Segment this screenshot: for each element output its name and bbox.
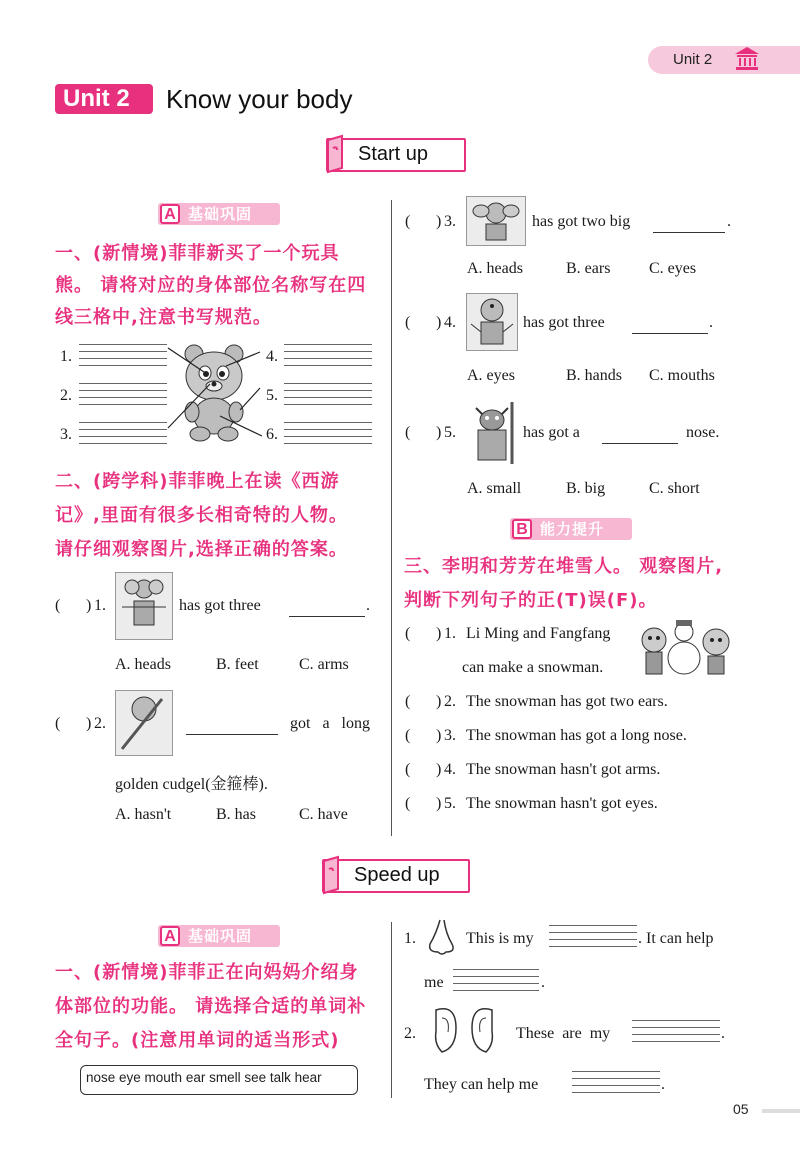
character-image-2 — [115, 690, 173, 756]
writing-lines-3[interactable] — [79, 422, 167, 448]
part2-instruction-line2: 记》,里面有很多长相奇特的人物。 — [55, 505, 348, 526]
speed-part1-line2: 体部位的功能。 请选择合适的单词补 — [55, 996, 367, 1017]
sq2-writing-lines-2[interactable] — [572, 1071, 660, 1097]
sq1-text2: me — [424, 974, 444, 991]
bear-label-6: 6. — [266, 426, 278, 443]
sq2-end2: . — [661, 1076, 665, 1093]
q4-paren-open[interactable]: ( — [405, 314, 411, 331]
bear-label-3: 3. — [60, 426, 72, 443]
q2-option-b: B. has — [216, 806, 256, 823]
p3-item4-number: 4. — [444, 761, 456, 778]
part3-instruction-line1: 三、李明和芳芳在堆雪人。 观察图片, — [404, 556, 724, 577]
start-up-heading: Start up — [358, 143, 429, 165]
start-up-heading-box — [326, 138, 466, 172]
q5-end: nose. — [686, 424, 720, 441]
q5-text: has got a — [523, 424, 580, 441]
writing-lines-5[interactable] — [284, 383, 372, 409]
p3-item4-paren-close: ) — [436, 761, 442, 778]
q4-option-b: B. hands — [566, 367, 622, 384]
column-divider — [391, 200, 392, 836]
writing-lines-4[interactable] — [284, 344, 372, 370]
p3-item3-paren[interactable]: ( — [405, 727, 411, 744]
page-number: 05 — [733, 1101, 749, 1117]
q1-number: 1. — [94, 597, 106, 614]
q4-number: 4. — [444, 314, 456, 331]
level-a-label: 基础巩固 — [188, 205, 253, 223]
p3-item2-paren-close: ) — [436, 693, 442, 710]
bear-label-4: 4. — [266, 348, 278, 365]
p3-item1-number: 1. — [444, 625, 456, 642]
q3-option-b: B. ears — [566, 260, 611, 277]
p3-item2-paren[interactable]: ( — [405, 693, 411, 710]
teddy-bear-image — [160, 340, 270, 445]
level-a-letter: A — [160, 204, 180, 224]
q4-option-a: A. eyes — [467, 367, 515, 384]
ears-icon — [428, 1004, 500, 1058]
q2-option-c: C. have — [299, 806, 348, 823]
q5-paren-open[interactable]: ( — [405, 424, 411, 441]
sq1-text: This is my — [466, 930, 534, 947]
p3-item1-paren[interactable]: ( — [405, 625, 411, 642]
page-title: Know your body — [166, 84, 353, 114]
q2-option-a: A. hasn't — [115, 806, 172, 823]
level-b-label: 能力提升 — [540, 520, 605, 538]
nose-icon — [424, 918, 460, 958]
q5-option-c: C. short — [649, 480, 700, 497]
sq2-writing-lines[interactable] — [632, 1020, 720, 1046]
speed-part1-line3: 全句子。(注意用单词的适当形式) — [55, 1030, 340, 1051]
p3-item1-text2: can make a snowman. — [462, 659, 604, 676]
speed-up-heading-box — [322, 859, 470, 893]
p3-item5-text: The snowman hasn't got eyes. — [466, 795, 658, 812]
q1-option-c: C. arms — [299, 656, 349, 673]
speed-up-heading: Speed up — [354, 864, 440, 886]
q2-paren-open[interactable]: ( — [55, 715, 61, 732]
footer-rule — [762, 1109, 800, 1113]
p3-item1-paren-close: ) — [436, 625, 442, 642]
q5-paren-close: ) — [436, 424, 442, 441]
book-icon — [324, 134, 350, 174]
q1-blank[interactable] — [289, 616, 365, 617]
unit-tab — [648, 46, 800, 74]
sq1-number: 1. — [404, 930, 416, 947]
sq2-end: . — [721, 1025, 725, 1042]
q2-number: 2. — [94, 715, 106, 732]
speed-level-a-label: 基础巩固 — [188, 927, 253, 945]
level-a-badge — [158, 203, 280, 225]
p3-item5-paren-close: ) — [436, 795, 442, 812]
q3-paren-close: ) — [436, 213, 442, 230]
q4-blank[interactable] — [632, 333, 708, 334]
q1-text: has got three — [179, 597, 261, 614]
writing-lines-2[interactable] — [79, 383, 167, 409]
q5-option-b: B. big — [566, 480, 606, 497]
bear-label-5: 5. — [266, 387, 278, 404]
snowman-scene-image — [638, 618, 732, 678]
book-icon — [320, 855, 346, 895]
q3-option-c: C. eyes — [649, 260, 697, 277]
q3-number: 3. — [444, 213, 456, 230]
q5-number: 5. — [444, 424, 456, 441]
character-image-3 — [466, 196, 526, 246]
p3-item5-number: 5. — [444, 795, 456, 812]
q1-end: . — [366, 597, 370, 614]
q2-blank[interactable] — [186, 734, 278, 735]
writing-lines-6[interactable] — [284, 422, 372, 448]
q3-end: . — [727, 213, 731, 230]
q3-paren-open[interactable]: ( — [405, 213, 411, 230]
q5-blank[interactable] — [602, 443, 678, 444]
q3-blank[interactable] — [653, 232, 725, 233]
bear-label-2: 2. — [60, 387, 72, 404]
p3-item3-number: 3. — [444, 727, 456, 744]
speed-part1-line1: 一、(新情境)菲菲正在向妈妈介绍身 — [55, 962, 359, 983]
unit-tab-label: Unit 2 — [673, 51, 713, 68]
sq2-text2: They can help me — [424, 1076, 539, 1093]
p3-item4-paren[interactable]: ( — [405, 761, 411, 778]
temple-icon — [733, 44, 761, 72]
sq2-number: 2. — [404, 1025, 416, 1042]
part1-instruction-line1: 一、(新情境)菲菲新买了一个玩具 — [55, 243, 340, 264]
q4-end: . — [709, 314, 713, 331]
part1-instruction-line3: 线三格中,注意书写规范。 — [55, 307, 272, 328]
writing-lines-1[interactable] — [79, 344, 167, 370]
q2-paren-close: ) — [86, 715, 92, 732]
character-image-4 — [466, 293, 518, 351]
q3-option-a: A. heads — [467, 260, 523, 277]
p3-item2-text: The snowman has got two ears. — [466, 693, 668, 710]
q4-text: has got three — [523, 314, 605, 331]
q1-paren-close: ) — [86, 597, 92, 614]
part2-instruction-line1: 二、(跨学科)菲菲晚上在读《西游 — [55, 471, 340, 492]
part1-instruction-line2: 熊。 请将对应的身体部位名称写在四 — [55, 275, 367, 296]
q4-paren-close: ) — [436, 314, 442, 331]
word-bank: nose eye mouth ear smell see talk hear — [86, 1070, 322, 1085]
p3-item2-number: 2. — [444, 693, 456, 710]
sq1-text-after: . It can help — [638, 930, 714, 947]
sq1-writing-lines[interactable] — [549, 925, 637, 951]
speed-level-a-letter: A — [160, 926, 180, 946]
level-b-letter: B — [512, 519, 532, 539]
part3-instruction-line2: 判断下列句子的正(T)误(F)。 — [404, 590, 658, 611]
speed-level-a-badge — [158, 925, 280, 947]
q1-paren-open[interactable]: ( — [55, 597, 61, 614]
part2-instruction-line3: 请仔细观察图片,选择正确的答案。 — [55, 539, 348, 560]
character-image-5 — [466, 400, 518, 466]
sq1-writing-lines-2[interactable] — [453, 969, 539, 995]
p3-item3-text: The snowman has got a long nose. — [466, 727, 687, 744]
p3-item4-text: The snowman hasn't got arms. — [466, 761, 661, 778]
q5-option-a: A. small — [467, 480, 522, 497]
character-image-1 — [115, 572, 173, 640]
q2-text-line2: golden cudgel(金箍棒). — [115, 776, 268, 793]
p3-item3-paren-close: ) — [436, 727, 442, 744]
q1-option-b: B. feet — [216, 656, 259, 673]
p3-item5-paren[interactable]: ( — [405, 795, 411, 812]
p3-item1-text: Li Ming and Fangfang — [466, 625, 611, 642]
q3-text: has got two big — [532, 213, 631, 230]
unit-badge-text: Unit 2 — [63, 85, 130, 112]
level-b-badge — [510, 518, 632, 540]
sq2-text: These are my — [516, 1025, 611, 1042]
q1-option-a: A. heads — [115, 656, 171, 673]
q2-text: got a long — [290, 715, 370, 732]
sq1-end: . — [541, 974, 545, 991]
q4-option-c: C. mouths — [649, 367, 715, 384]
column-divider-2 — [391, 922, 392, 1098]
bear-label-1: 1. — [60, 348, 72, 365]
